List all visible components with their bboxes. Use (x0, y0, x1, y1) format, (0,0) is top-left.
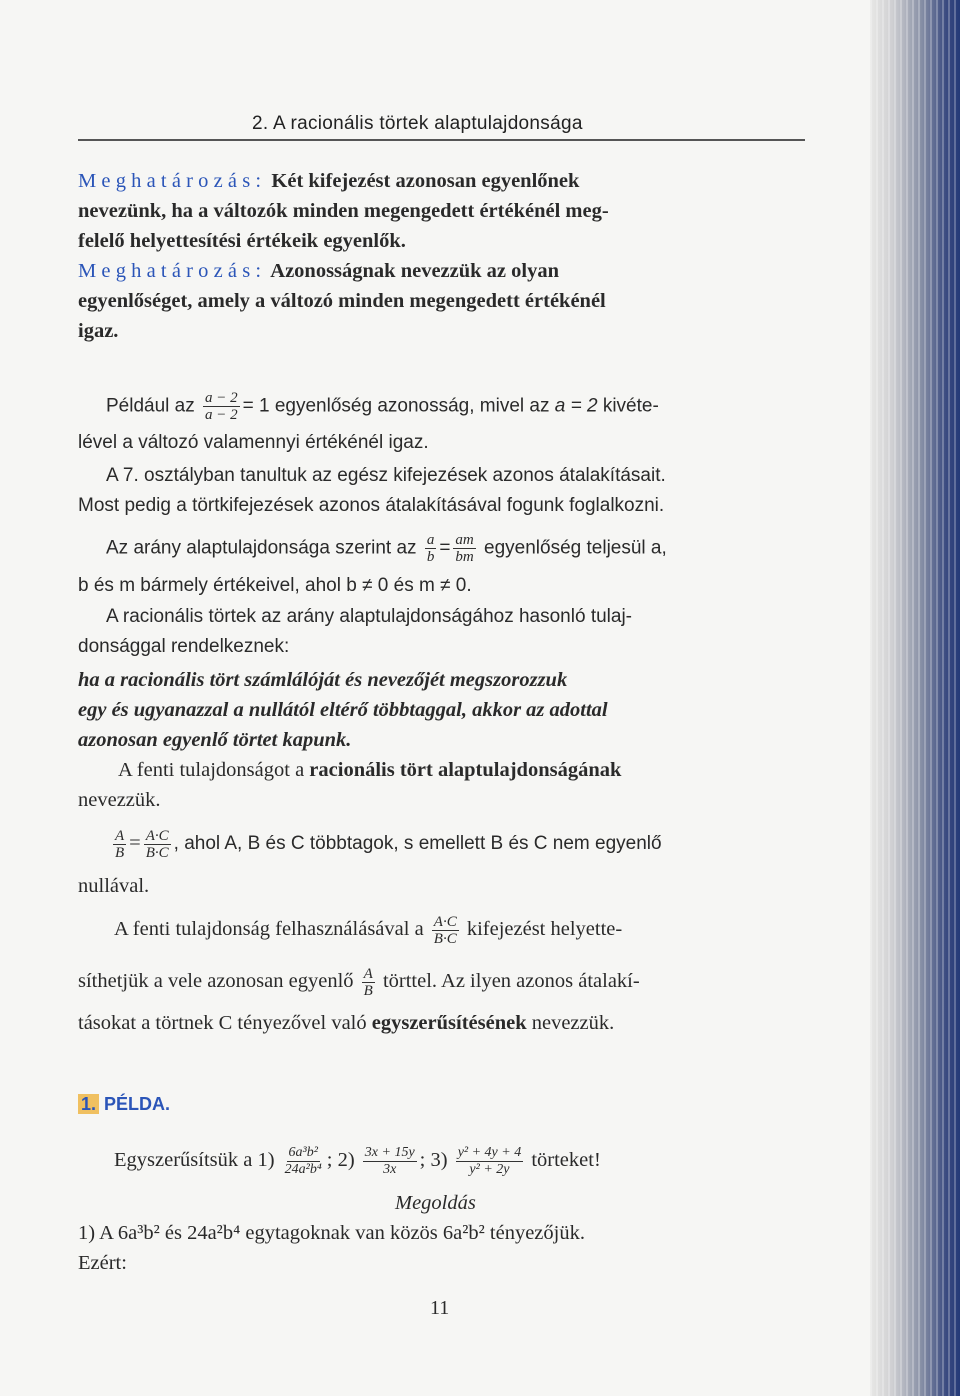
rule-line-2: egy és ugyanazzal a nullától eltérő többtaggal, akkor az adottal (78, 699, 608, 721)
example-heading: 1. PÉLDA. (78, 1094, 170, 1115)
paragraph-2-line-2: donsággal rendelkeznek: (78, 636, 290, 657)
page-header: 2. A racionális törtek alaptulajdonsága (252, 113, 583, 134)
definition-1-line-2: nevezünk, ha a változók minden megengedett értékénél meg- (78, 200, 609, 222)
step-1-line-2: Ezért: (78, 1252, 127, 1274)
definition-2-label: Meghatározás: (78, 260, 267, 282)
formula-line-1: $\frac{A}{B}$ = $\frac{A\cdot C}{B\cdot C}$ , ahol A, B és C többtagok, s emellett B és C nem egyenlő (115, 828, 662, 861)
formula-line-2: nullával. (78, 875, 150, 897)
page-number: 11 (430, 1297, 450, 1319)
paragraph-3-line-2: nevezzük. (78, 789, 161, 811)
paragraph-3-line-1: A fenti tulajdonságot a racionális tört alaptulajdonságának (118, 759, 622, 781)
paragraph-4-line-1: A fenti tulajdonság felhasználásával a $\frac{A\cdot C}{B\cdot C}$ kifejezést helyette- (114, 914, 623, 947)
rule-line-1: ha a racionális tört számlálóját és nevezőjét megszorozzuk (78, 669, 568, 691)
paragraph-4-line-2: síthetjük a vele azonosan egyenlő $\frac{A}{B}$ törttel. Az ilyen azonos átalakí- (78, 966, 640, 999)
proportion-line-1: Az arány alaptulajdonsága szerint az $\frac{a}{b}$ = $\frac{am}{bm}$ egyenlőség teljesül a, (106, 532, 667, 565)
definition-1-line-1: Meghatározás: Két kifejezést azonosan egyenlőnek (78, 170, 580, 192)
example-fraction: $\frac{a - 2}{a - 2}$ (205, 390, 238, 423)
proportion-line-2: b és m bármely értékeivel, ahol b ≠ 0 és m ≠ 0. (78, 575, 472, 596)
example-line-1: Például az $\frac{a - 2}{a - 2}$ = 1 egyenlőség azonosság, mivel az a = 2 kivéte- (106, 390, 659, 423)
example-line-2: lével a változó valamennyi értékénél igaz. (78, 432, 429, 453)
solution-title: Megoldás (395, 1192, 476, 1214)
paragraph-4-line-3: tásokat a törtnek C tényezővel való egyszerűsítésének nevezzük. (78, 1012, 615, 1034)
task-line: Egyszerűsítsük a 1) $\frac{\text{6a³b²}}{\text{24a²b⁴}}$ ; 2) $\frac{3x + 15y}{3x}$ ; 3) $\frac{\text{y² + 4y + 4}}{\text{y² + 2y}}$ törteket! (114, 1145, 601, 1177)
step-1-line-1: 1) A 6a³b² és 24a²b⁴ egytagoknak van közös 6a²b² tényezőjük. (78, 1222, 585, 1244)
book-edge-pages (870, 0, 960, 1396)
definition-2-line-2: egyenlőséget, amely a változó minden megengedett értékénél (78, 290, 606, 312)
rule-line-3: azonosan egyenlő törtet kapunk. (78, 729, 352, 751)
definition-1-line-3: felelő helyettesítési értékeik egyenlők. (78, 230, 406, 252)
paragraph-2-line-1: A racionális törtek az arány alaptulajdonságához hasonló tulaj- (106, 606, 632, 627)
paragraph-1-line-1: A 7. osztályban tanultuk az egész kifejezések azonos átalakításait. (106, 465, 666, 486)
definition-2-line-3: igaz. (78, 320, 119, 342)
header-rule (78, 139, 805, 141)
definition-2-line-1: Meghatározás: Azonosságnak nevezzük az olyan (78, 260, 560, 282)
definition-1-label: Meghatározás: (78, 170, 267, 192)
paragraph-1-line-2: Most pedig a törtkifejezések azonos átalakításával fogunk foglalkozni. (78, 495, 665, 516)
